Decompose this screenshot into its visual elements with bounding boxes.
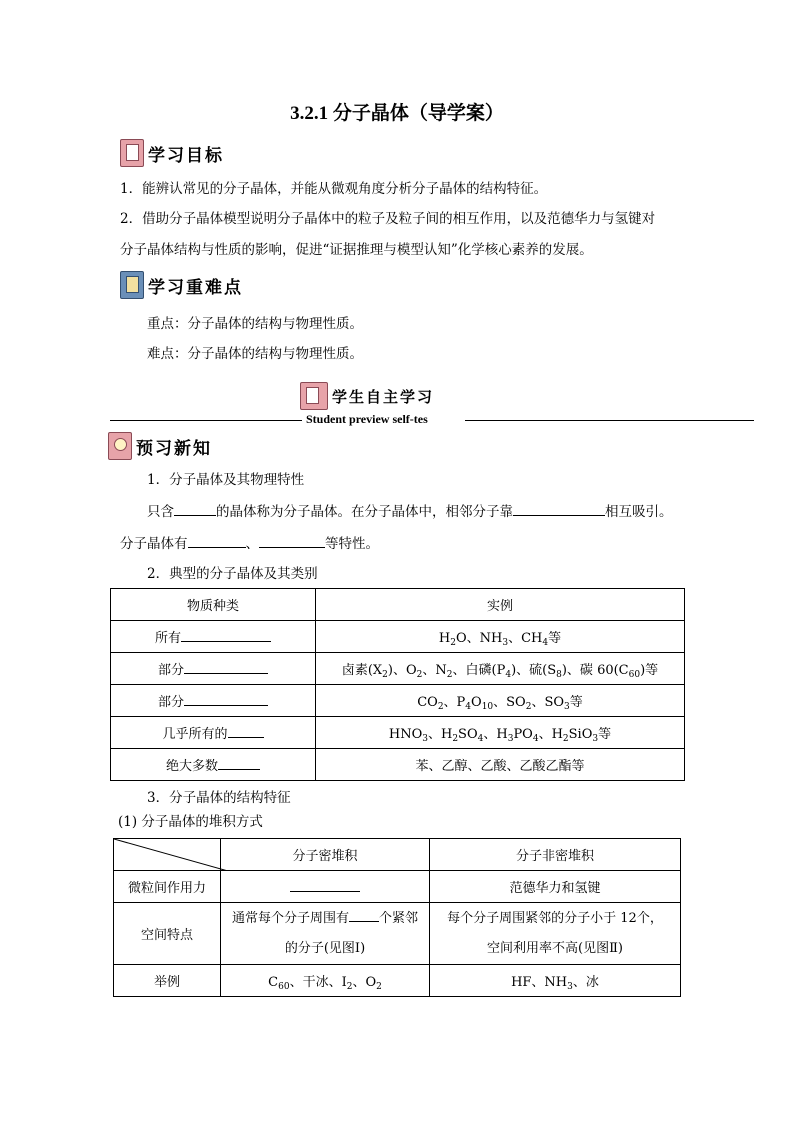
table-row [111, 685, 685, 717]
table-row [111, 621, 685, 653]
category-cell: 所有 [111, 621, 316, 653]
page-title: 3.2.1 分子晶体（导学案） [290, 103, 504, 124]
crystal-types-table [110, 588, 685, 781]
p1-text-a: 只含 [147, 504, 174, 520]
blank-3[interactable] [188, 533, 246, 548]
dense-force-cell [221, 871, 430, 903]
category-cell: 部分 [111, 653, 316, 685]
table-header-row [111, 589, 685, 621]
section-preview-heading [108, 432, 212, 460]
table-row [111, 749, 685, 781]
fill-paragraph-1 [147, 501, 673, 522]
notebook-icon [120, 271, 144, 299]
row-label: 举例 [114, 965, 221, 997]
blank-category-5[interactable] [218, 755, 260, 770]
p1-text-b: 的晶体称为分子晶体。在分子晶体中，相邻分子靠 [216, 504, 513, 520]
section-goals-label: 学习目标 [148, 145, 224, 166]
difficult-point: 难点：分子晶体的结构与物理性质。 [147, 346, 363, 362]
goal-item-1: 1．能辨认常见的分子晶体，并能从微观角度分析分子晶体的结构特征。 [120, 181, 548, 197]
nondense-space-cell: 每个分子周围紧邻的分子小于 12个， 空间利用率不高(见图Ⅱ) [430, 903, 681, 965]
blank-category-2[interactable] [184, 659, 268, 674]
example-cell: $HNO_3$、$H_2SO_4$、$H_3PO_4$、$H_2SiO_3$等 [316, 717, 685, 749]
example-cell: 苯、乙醇、乙酸、乙酸乙酯等 [316, 749, 685, 781]
fill-paragraph-2 [120, 533, 379, 554]
blank-2[interactable] [513, 501, 605, 516]
table-row [111, 653, 685, 685]
example-cell: 卤素$(X_2)$、$O_2$、$N_2$、白磷$(P_4)$、硫$(S_8)$、碳 $60(C_{60})$等 [316, 653, 685, 685]
example-cell: $CO_2$、$P_4O_{10}$、$SO_2$、$SO_3$等 [316, 685, 685, 717]
banner-subtitle: Student preview self-tes [306, 412, 428, 426]
section-preview-label: 预习新知 [136, 438, 212, 459]
category-cell: 绝大多数 [111, 749, 316, 781]
lightbulb-icon [108, 432, 132, 460]
blank-1[interactable] [174, 501, 216, 516]
subheading-3: 3．分子晶体的结构特征 [147, 790, 291, 806]
table-row [114, 871, 681, 903]
blank-category-1[interactable] [181, 627, 271, 642]
p2-text-b: 、 [245, 536, 259, 552]
goal-item-2-cont: 分子晶体结构与性质的影响，促进“证据推理与模型认知”化学核心素养的发展。 [120, 242, 593, 258]
header-nondense: 分子非密堆积 [430, 839, 681, 871]
blank-category-3[interactable] [184, 691, 268, 706]
book-icon [120, 139, 144, 167]
header-example: 实例 [316, 589, 685, 621]
blank-category-4[interactable] [228, 723, 264, 738]
dense-space-cell: 通常每个分子周围有 个紧邻 的分子(见图Ⅰ) [221, 903, 430, 965]
p2-text-a: 分子晶体有 [120, 536, 188, 552]
diagonal-line [114, 839, 228, 871]
table-header-row [114, 839, 681, 871]
row-label: 空间特点 [114, 903, 221, 965]
table-row [114, 903, 681, 965]
nondense-example-cell: HF、$NH_3$、冰 [430, 965, 681, 997]
dense-example-cell: $C_{60}$、干冰、$I_2$、$O_2$ [221, 965, 430, 997]
p1-text-c: 相互吸引。 [605, 504, 673, 520]
header-category: 物质种类 [111, 589, 316, 621]
key-point: 重点：分子晶体的结构与物理性质。 [147, 316, 363, 332]
open-book-icon [300, 382, 328, 410]
subheading-1: 1．分子晶体及其物理特性 [147, 472, 305, 488]
header-dense: 分子密堆积 [221, 839, 430, 871]
blank-4[interactable] [259, 533, 325, 548]
table-row [114, 965, 681, 997]
blank-neighbors[interactable] [349, 907, 379, 922]
banner-rule-left [110, 420, 302, 421]
subheading-2: 2．典型的分子晶体及其类别 [147, 566, 318, 582]
category-cell: 几乎所有的 [111, 717, 316, 749]
table-row [111, 717, 685, 749]
diagonal-header-cell [114, 839, 221, 871]
category-cell: 部分 [111, 685, 316, 717]
banner-heading [300, 382, 434, 410]
banner-title: 学生自主学习 [332, 387, 435, 406]
p2-text-c: 等特性。 [325, 536, 379, 552]
section-keypoints-label: 学习重难点 [148, 277, 243, 298]
stacking-table [113, 838, 681, 997]
blank-force[interactable] [290, 877, 360, 892]
nondense-force-cell: 范德华力和氢键 [430, 871, 681, 903]
banner-rule-right [465, 420, 754, 421]
goal-item-2: 2．借助分子晶体模型说明分子晶体中的粒子及粒子间的相互作用，以及范德华力与氢键对 [120, 211, 656, 227]
section-keypoints-heading [120, 271, 243, 299]
row-label: 微粒间作用力 [114, 871, 221, 903]
subheading-3-1: (1) 分子晶体的堆积方式 [118, 814, 263, 830]
section-goals-heading [120, 139, 224, 167]
example-cell: $H_2O$、$NH_3$、$CH_4$等 [316, 621, 685, 653]
